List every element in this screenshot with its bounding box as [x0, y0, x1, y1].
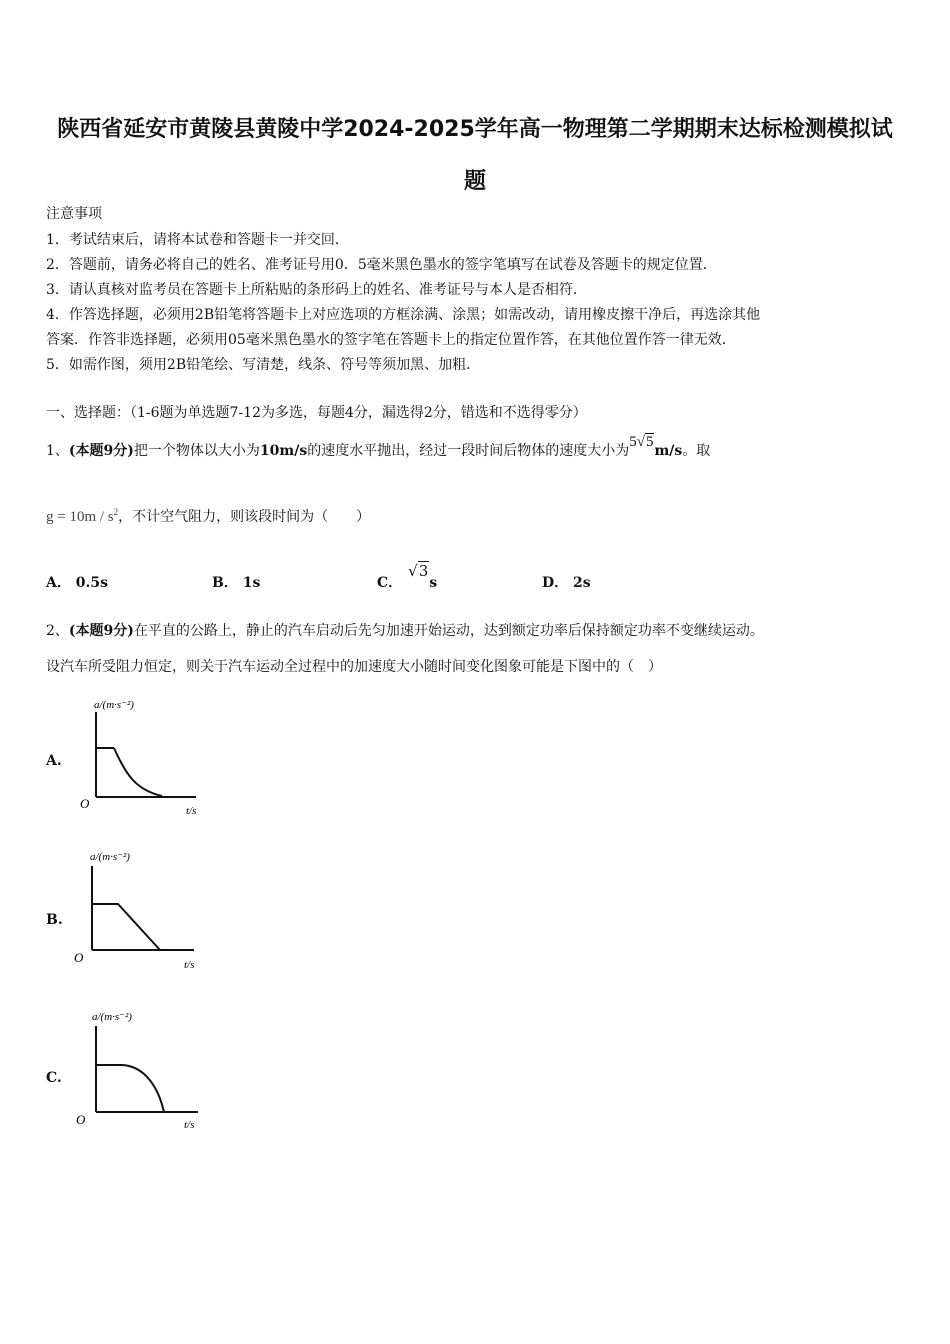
question-score: (本题9分) — [68, 443, 134, 459]
notice-item: 3．请认真核对监考员在答题卡上所粘贴的条形码上的姓名、准考证号与本人是否相符． — [46, 282, 587, 298]
option-c-label[interactable]: C. — [46, 1070, 62, 1086]
notice-heading: 注意事项 — [46, 206, 102, 222]
question-number: 2、 — [46, 623, 69, 639]
notice-item: 1．考试结束后，请将本试卷和答题卡一并交回． — [46, 232, 349, 248]
x-axis-label: t/s — [186, 805, 197, 817]
question-1-gravity: $g = 10m / s^2$，不计空气阻力，则该段时间为（ ） — [46, 507, 371, 525]
gravity-expression: $g = 10m / s^2$ — [46, 507, 119, 525]
page-title-continued: 题 — [463, 169, 486, 194]
option-d[interactable]: D． 2s — [542, 575, 591, 591]
origin-label: O — [80, 796, 90, 811]
y-axis-label: a/(m·s⁻²) — [90, 851, 130, 863]
x-axis-label: t/s — [184, 959, 195, 971]
page-title: 陕西省延安市黄陵县黄陵中学2024-2025学年高一物理第二学期期末达标检测模拟试 — [57, 117, 893, 142]
origin-label: O — [76, 1112, 86, 1127]
notice-item: 2．答题前，请务必将自己的姓名、准考证号用0．5毫米黑色墨水的签字笔填写在试卷及答题卡的规定位置． — [46, 257, 717, 273]
question-2-stem: 2、(本题9分)在平直的公路上，静止的汽车启动后先匀加速开始运动，达到额定功率后保持额定功率不变继续运动。 — [46, 623, 764, 639]
notice-item: 4．作答选择题，必须用2B铅笔将答题卡上对应选项的方框涂满、涂黑；如需改动，请用橡皮擦干净后，再选涂其他 — [46, 307, 761, 323]
speed-unit: m/s — [654, 443, 683, 459]
question-2-stem-continued: 设汽车所受阻力恒定，则关于汽车运动全过程中的加速度大小随时间变化图象可能是下图中的（ ） — [46, 659, 662, 675]
option-b-label[interactable]: B. — [46, 912, 63, 928]
y-axis-label: a/(m·s⁻²) — [94, 699, 134, 711]
question-score: (本题9分) — [68, 623, 134, 639]
notice-item: 答案．作答非选择题，必须用05毫米黑色墨水的签字笔在答题卡上的指定位置作答，在其他位置作答一律无效． — [46, 332, 736, 348]
graph-option-b[interactable] — [70, 846, 210, 976]
option-a-label[interactable]: A. — [46, 753, 62, 769]
section-heading: 一、选择题：（1-6题为单选题7-12为多选，每题4分，漏选得2分，错选和不选得零分） — [46, 405, 587, 421]
graph-option-c[interactable] — [74, 1006, 214, 1136]
graph-option-a[interactable] — [74, 690, 214, 820]
initial-speed: 10m/s — [259, 443, 308, 459]
question-1-stem: 1、(本题9分)把一个物体以大小为10m/s的速度水平抛出，经过一段时间后物体的速度大小为5√5m/s。取 — [46, 434, 711, 459]
x-axis-label: t/s — [184, 1119, 195, 1131]
y-axis-label: a/(m·s⁻²) — [92, 1011, 132, 1023]
question-number: 1、 — [46, 443, 69, 459]
origin-label: O — [74, 950, 84, 965]
option-a[interactable]: A． 0.5s — [46, 575, 108, 591]
final-speed-expression: 5√5 — [629, 434, 654, 450]
option-b[interactable]: B． 1s — [212, 575, 261, 591]
option-c[interactable]: C．√3s — [377, 562, 438, 591]
notice-item: 5．如需作图，须用2B铅笔绘、写清楚，线条、符号等须加黑、加粗． — [46, 357, 481, 373]
